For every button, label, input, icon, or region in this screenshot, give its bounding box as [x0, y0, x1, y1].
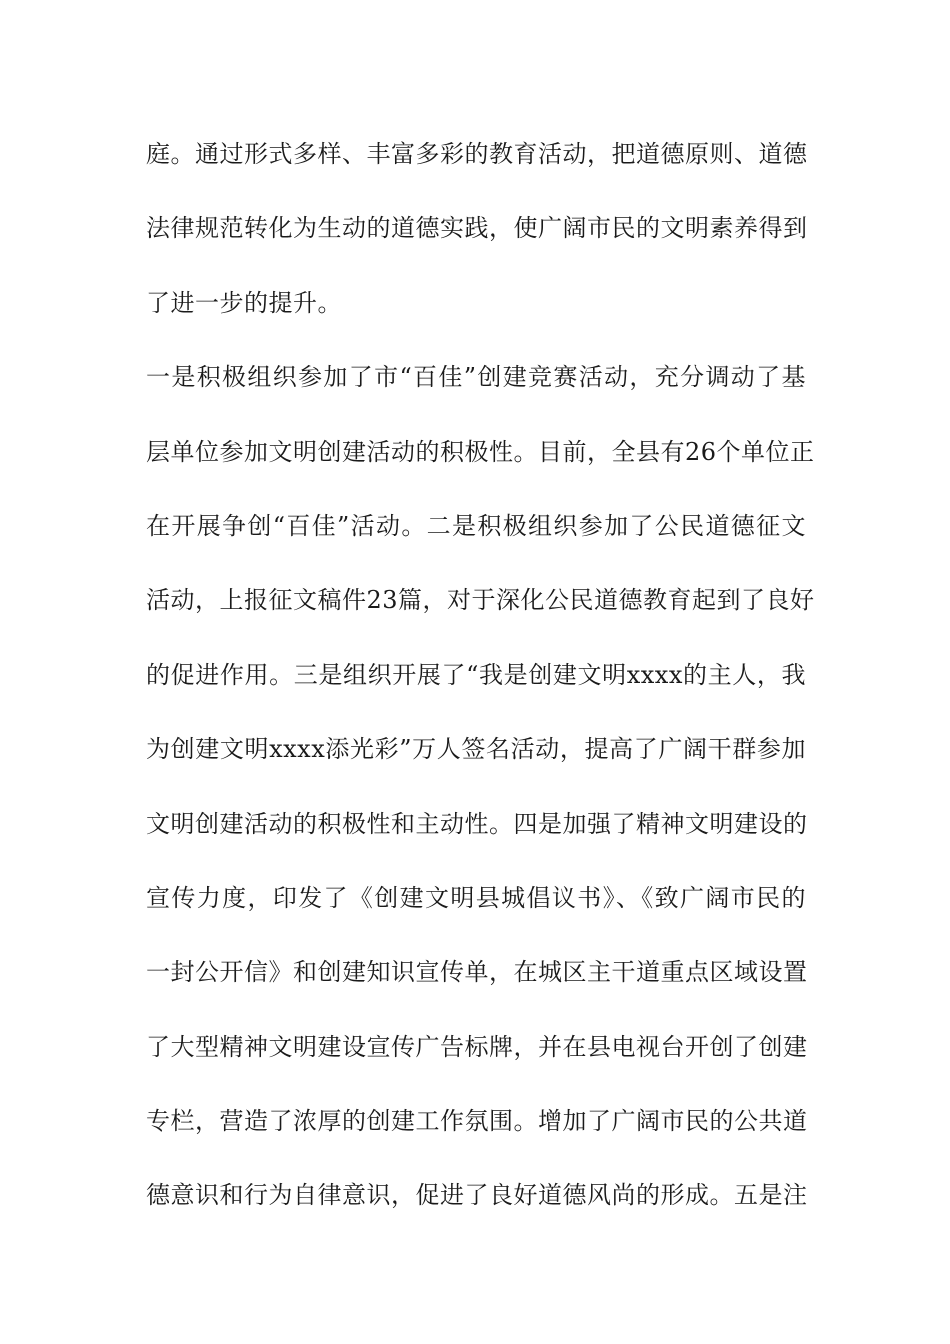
- text-line: 的促进作用。三是组织开展了“我是创建文明xxxx的主人，我: [146, 660, 806, 689]
- text-line: 宣传力度，印发了《创建文明县城倡议书》、《致广阔市民的: [146, 883, 806, 912]
- text-line: 层单位参加文明创建活动的积极性。目前，全县有26个单位正: [146, 437, 815, 466]
- text-line: 了大型精神文明建设宣传广告标牌，并在县电视台开创了创建: [146, 1032, 808, 1061]
- text-line: 为创建文明xxxx添光彩”万人签名活动，提高了广阔干群参加: [146, 735, 806, 764]
- body-text: [146, 129, 815, 1245]
- text-line: 活动，上报征文稿件23篇，对于深化公民道德教育起到了良好: [146, 586, 815, 615]
- text-line: 一封公开信》和创建知识宣传单，在城区主干道重点区域设置: [146, 958, 808, 987]
- text-line: 庭。通过形式多样、丰富多彩的教育活动，把道德原则、道德: [146, 140, 808, 168]
- text-line: 专栏，营造了浓厚的创建工作氛围。增加了广阔市民的公共道: [146, 1107, 808, 1136]
- text-line: 德意识和行为自律意识，促进了良好道德风尚的形成。五是注: [146, 1181, 808, 1210]
- text-line: 法律规范转化为生动的道德实践，使广阔市民的文明素养得到: [146, 214, 808, 243]
- text-line: 了进一步的提升。: [146, 288, 342, 317]
- text-line: 一是积极组织参加了市“百佳”创建竞赛活动，充分调动了基: [146, 363, 806, 392]
- text-line: 文明创建活动的积极性和主动性。四是加强了精神文明建设的: [146, 809, 808, 838]
- text-line: 在开展争创“百佳”活动。二是积极组织参加了公民道德征文: [146, 511, 806, 540]
